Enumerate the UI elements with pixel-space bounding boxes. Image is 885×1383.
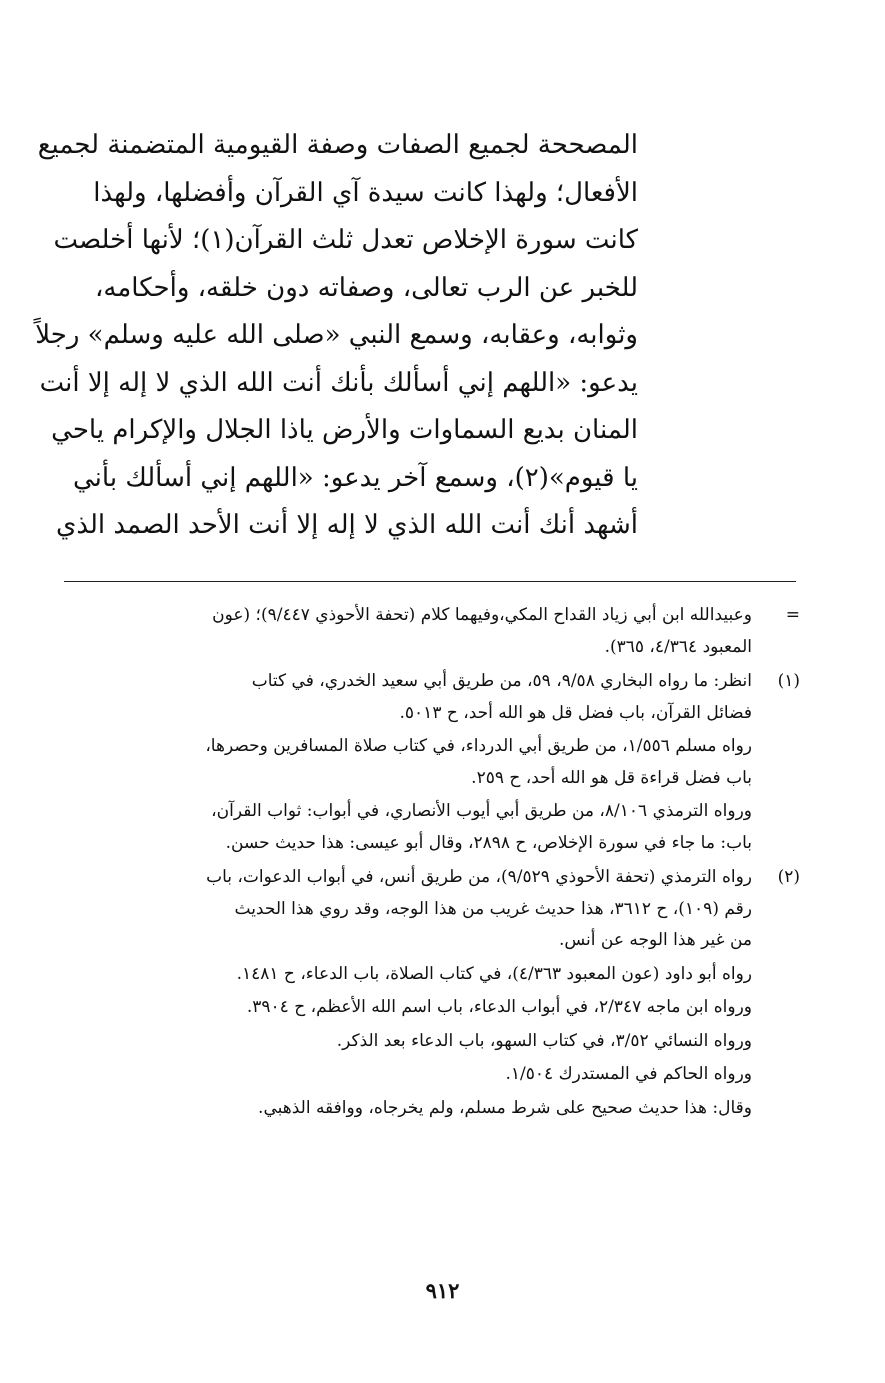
footnote-continuation [52, 600, 800, 663]
main-text-line: أشهد أنك أنت الله الذي لا إله إلا أنت الأحد الصمد الذي [56, 510, 638, 540]
footnote-line: رقم (١٠٩)، ح ٣٦١٢، هذا حديث غريب من هذا الوجه، وقد روي هذا الحديث [234, 898, 752, 919]
footnote-line: من غير هذا الوجه عن أنس. [558, 930, 752, 950]
footnote-line: ورواه الحاكم في المستدرك ١/٥٠٤. [505, 1064, 752, 1084]
footnote-line: رواه أبو داود (عون المعبود ٤/٣٦٣)، في كتاب الصلاة، باب الدعاء، ح ١٤٨١. [236, 963, 752, 984]
footnote-paragraph [52, 796, 752, 859]
main-text-line: المصححة لجميع الصفات وصفة القيومية المتضمنة لجميع [37, 130, 638, 160]
footnote-line: باب: ما جاء في سورة الإخلاص، ح ٢٨٩٨، وقال أبو عيسى: هذا حديث حسن. [225, 832, 752, 853]
footnote-2 [52, 862, 800, 1124]
footnote-paragraph [52, 862, 752, 957]
footnotes-block [52, 598, 800, 1127]
footnote-line: وعبيدالله ابن أبي زياد القداح المكي،وفيهما كلام (تحفة الأحوذي ٩/٤٤٧)؛ (عون [212, 605, 752, 625]
main-text-line: للخبر عن الرب تعالى، وصفاته دون خلقه، وأحكامه، [95, 272, 638, 303]
main-text-line: وثوابه، وعقابه، وسمع النبي «صلى الله عليه وسلم» رجلاً [35, 320, 638, 350]
main-text-line: الأفعال؛ ولهذا كانت سيدة آي القرآن وأفضلها، ولهذا [93, 177, 638, 208]
main-text-line: يا قيوم»(٢)، وسمع آخر يدعو: «اللهم إني أسألك بأني [73, 462, 638, 493]
footnote-line: فضائل القرآن، باب فضل قل هو الله أحد، ح ٥٠١٣. [399, 702, 752, 723]
footnote-line: المعبود ٤/٣٦٤، ٣٦٥). [604, 636, 752, 657]
footnote-paragraph [52, 1026, 752, 1058]
footnote-paragraph [52, 1093, 752, 1125]
footnote-line: وقال: هذا حديث صحيح على شرط مسلم، ولم يخرجاه، ووافقه الذهبي. [258, 1097, 752, 1118]
footnote-paragraph [52, 1059, 752, 1091]
main-text-block [35, 122, 638, 550]
footnote-line: باب فضل قراءة قل هو الله أحد، ح ٢٥٩. [471, 767, 752, 788]
footnote-marker: = [785, 605, 800, 625]
footnote-1 [52, 666, 800, 859]
main-text-line: يدعو: «اللهم إني أسألك بأنك أنت الله الذي لا إله إلا أنت [39, 367, 638, 398]
footnote-marker: (٢) [777, 867, 800, 887]
footnote-line: ورواه النسائي ٣/٥٢، في كتاب السهو، باب الدعاء بعد الذكر. [336, 1030, 752, 1051]
footnote-line: رواه الترمذي (تحفة الأحوذي ٩/٥٢٩)، من طريق أنس، في أبواب الدعوات، باب [206, 867, 752, 887]
footnote-paragraph [52, 992, 752, 1024]
main-text-line: المنان بديع السماوات والأرض ياذا الجلال والإكرام ياحي [51, 415, 638, 445]
footnote-paragraph [52, 600, 752, 663]
footnote-paragraph [52, 959, 752, 991]
footnote-line: رواه مسلم ١/٥٥٦، من طريق أبي الدرداء، في كتاب صلاة المسافرين وحصرها، [205, 736, 752, 756]
footnote-line: انظر: ما رواه البخاري ٩/٥٨، ٥٩، من طريق أبي سعيد الخدري، في كتاب [251, 671, 752, 691]
main-text-line: كانت سورة الإخلاص تعدل ثلث القرآن(١)؛ لأنها أخلصت [53, 225, 638, 255]
footnote-paragraph [52, 731, 752, 794]
footnote-line: ورواه ابن ماجه ٢/٣٤٧، في أبواب الدعاء، باب اسم الله الأعظم، ح ٣٩٠٤. [246, 997, 752, 1017]
footnote-marker: (١) [777, 671, 800, 691]
footnote-paragraph [52, 666, 752, 729]
footnote-separator-rule [64, 581, 796, 582]
footnote-line: ورواه الترمذي ٨/١٠٦، من طريق أبي أيوب الأنصاري، في أبواب: ثواب القرآن، [211, 801, 752, 821]
page-number: ٩١٢ [425, 1278, 460, 1303]
